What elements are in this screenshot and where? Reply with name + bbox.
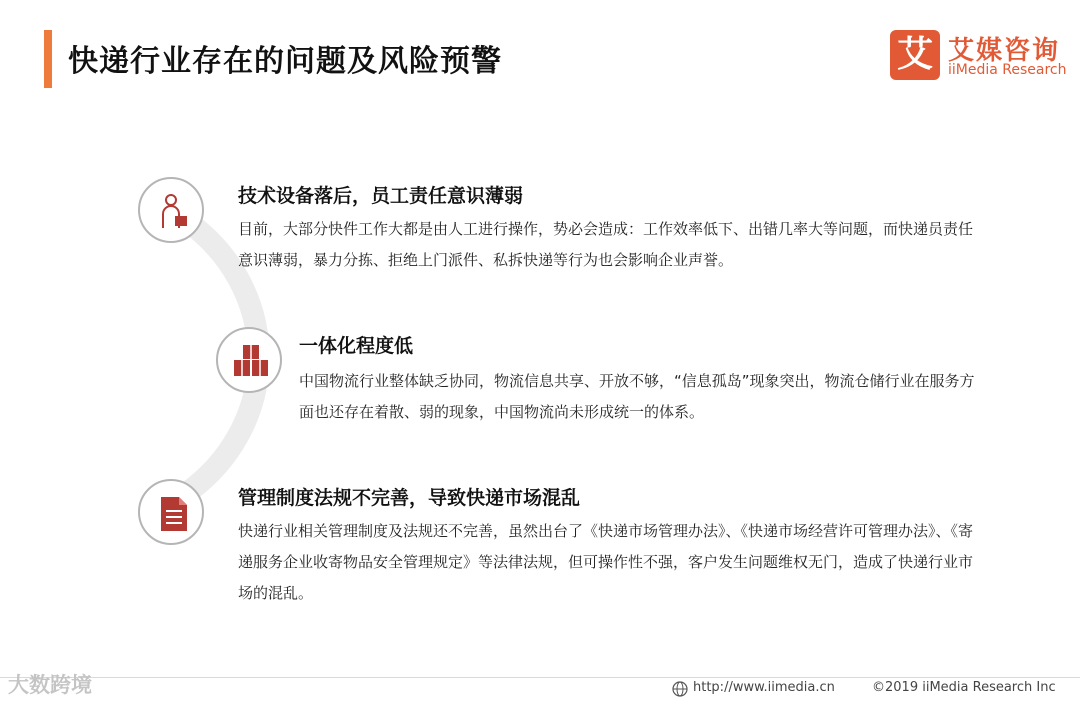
item-1-icon-circle	[138, 177, 204, 243]
item-2-title: 一体化程度低	[299, 335, 414, 357]
footer-url-link[interactable]: http://www.iimedia.cn	[693, 680, 835, 695]
logo-mark-icon: 艾	[890, 30, 940, 80]
item-2-body: 中国物流行业整体缺乏协同，物流信息共享、开放不够，“信息孤岛”现象突出，物流仓储行业在服务方面也还存在着散、弱的现象，中国物流尚未形成统一的体系。	[299, 372, 975, 421]
courier-person-icon	[153, 192, 193, 232]
footer-divider	[0, 677, 1080, 678]
document-icon	[153, 494, 193, 534]
globe-icon	[672, 681, 688, 697]
item-3-icon-circle	[138, 479, 204, 545]
footer-copyright: ©2019 iiMedia Research Inc	[872, 680, 1056, 695]
item-1-title: 技术设备落后，员工责任意识薄弱	[238, 185, 524, 207]
item-3-body: 快递行业相关管理制度及法规还不完善，虽然出台了《快递市场管理办法》、《快递市场经营许可管理办法》、《寄递服务企业收寄物品安全管理规定》等法律法规，但可操作性不强，客户发生问题维权无门，造成了快递行业市场的混乱。	[238, 522, 974, 602]
page-title: 快递行业存在的问题及风险预警	[68, 44, 502, 79]
item-2-icon-circle	[216, 327, 282, 393]
logo-name-cn: 艾媒咨询	[948, 36, 1061, 66]
stacked-boxes-icon	[231, 342, 271, 382]
footer-watermark: 大数跨境	[8, 673, 92, 697]
item-3-title: 管理制度法规不完善，导致快递市场混乱	[238, 487, 581, 509]
item-1-body: 目前，大部分快件工作大都是由人工进行操作，势必会造成：工作效率低下、出错几率大等问题，而快递员责任意识薄弱，暴力分拣、拒绝上门派件、私拆快递等行为也会影响企业声誉。	[238, 220, 974, 269]
logo-name-en: iiMedia Research	[948, 62, 1067, 78]
